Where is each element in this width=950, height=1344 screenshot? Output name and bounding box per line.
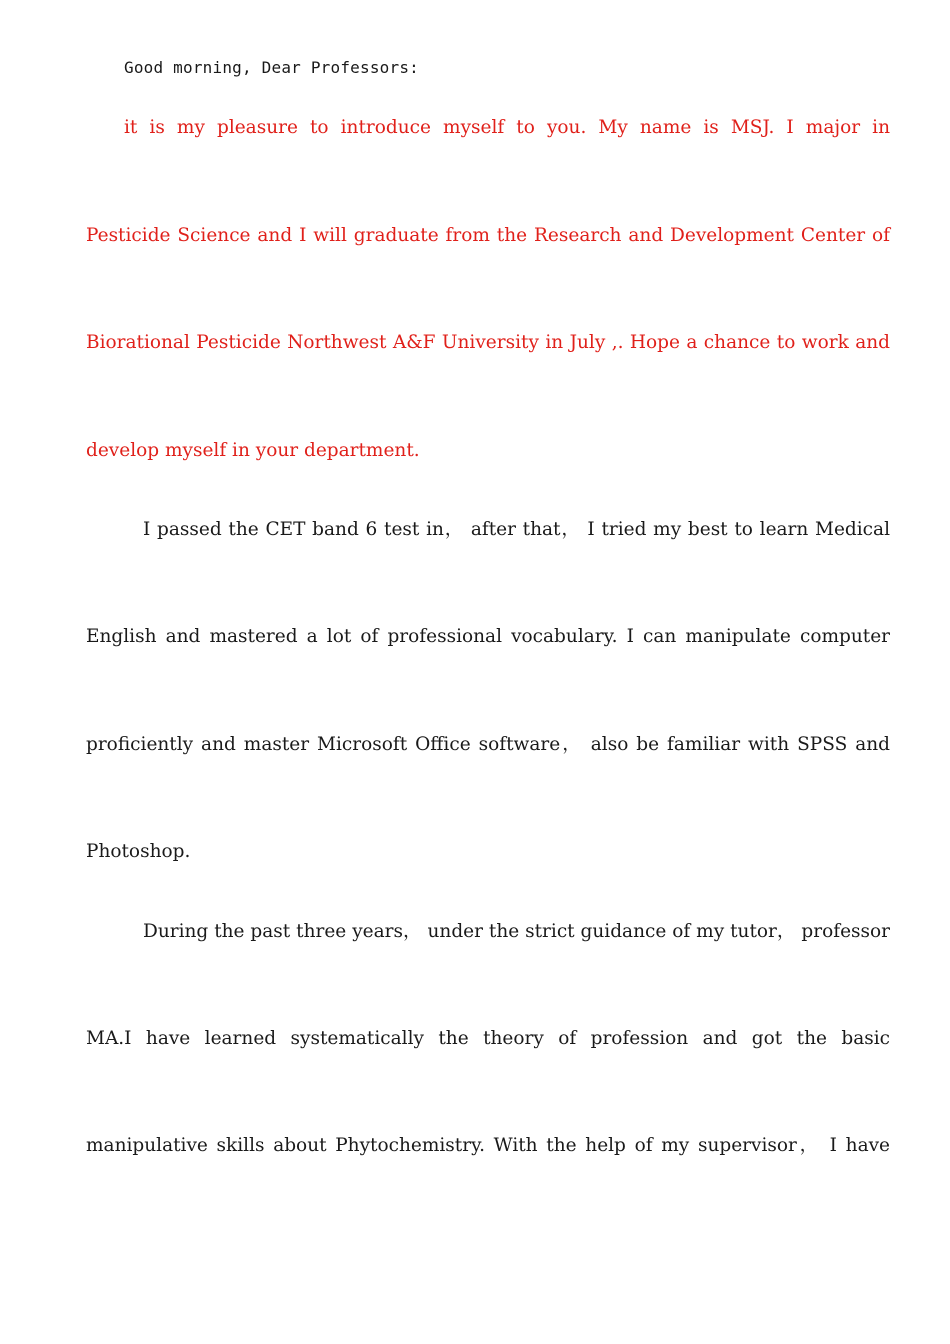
paragraph-line: Pesticide Science and I will graduate from the Research and Development Center of xyxy=(86,225,890,246)
paragraph-line: MA.I have learned systematically the theory of profession and got the basic xyxy=(86,1028,890,1049)
paragraph-line: develop myself in your department. xyxy=(86,440,420,461)
paragraph-line: Photoshop. xyxy=(86,841,191,862)
paragraph-line: manipulative skills about Phytochemistry. With the help of my supervisor， I have xyxy=(86,1135,890,1156)
paragraph-line: English and mastered a lot of professional vocabulary. I can manipulate computer xyxy=(86,626,890,647)
paragraph-line: I passed the CET band 6 test in， after that， I tried my best to learn Medical xyxy=(143,519,890,540)
paragraph-line: proficiently and master Microsoft Office software， also be familiar with SPSS and xyxy=(86,734,890,755)
paragraph-line: it is my pleasure to introduce myself to you. My name is MSJ. I major in xyxy=(124,117,890,138)
paragraph-line: Biorational Pesticide Northwest A&F University in July ,. Hope a chance to work and xyxy=(86,332,890,353)
greeting-line: Good morning, Dear Professors: xyxy=(124,58,419,77)
paragraph-line: During the past three years， under the strict guidance of my tutor， professor xyxy=(143,921,890,942)
